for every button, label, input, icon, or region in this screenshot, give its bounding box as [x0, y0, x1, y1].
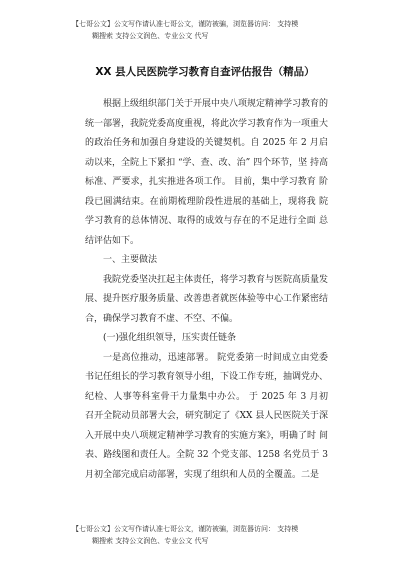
header-note-line-1: 【七哥公文】公文写作请认准七哥公文，谨防被骗，浏览器访问： 支持模 [72, 20, 299, 28]
intro-paragraph: 根据上级组织部门关于开展中央八项规定精神学习教育的统一部署，我院党委高度重视，将此次学习教育作为一项重大的政治任务和加强自身建设的关键契机。自 2025 年 2 月启动以来，全院上下紧扣 “学、查、改、治” 四个环节，坚 持高标准、严要求，扎实推进各项工作。 目前，集中学习教育 阶段已圆满结束。在前期梳理阶段性进展的基础上，现将我 院学习教育的总体情况、取得的成效与存在的不足进行全面 总结评估如下。 [85, 99, 329, 246]
footer-note-line-2: 糊搜索 支持公文润色、专业公文 代写 [92, 537, 209, 545]
main-practices-paragraph: 我院党委坚决扛起主体责任，将学习教育与医院高质量发展、提升医疗服务质量、改善患者就医体验等中心工作紧密结合，确保学习教育不虚、不空、不偏。 [85, 274, 329, 324]
section-heading-main-practices: 一、主要做法 [103, 255, 158, 265]
document-title: XX 县人民医院学习教育自查评估报告（精品） [95, 66, 315, 78]
footer-watermark-note [72, 523, 372, 547]
footer-note-line-1: 【七哥公文】公文写作请认准七哥公文，谨防被骗，浏览器访问： 支持模 [72, 525, 299, 533]
leadership-paragraph: 一是高位推动，迅速部署。 院党委第一时间成立由党委 书记任组长的学习教育领导小组，下设工作专班，抽调党办、 纪检、人事等科室骨干力量集中办公。 于 2025 年 3 月初 召开全院动员部署大会，研究制定了《XX 县人民医院关于深 入开展中央八项规定精神学习教育的实施方案》，明确了时 间表、路线图和责任人。全院 32 个党支部、1258 名党员于 3 月初全部完成启动部署，实现了组织和人员的全覆盖。二是 [85, 352, 329, 480]
document-body [85, 95, 328, 485]
header-note-line-2: 糊搜索 支持公文润色、专业公文 代写 [92, 32, 209, 40]
header-watermark-note [72, 18, 372, 42]
subsection-heading-leadership: (一)强化组织领导，压实责任链条 [103, 333, 237, 343]
